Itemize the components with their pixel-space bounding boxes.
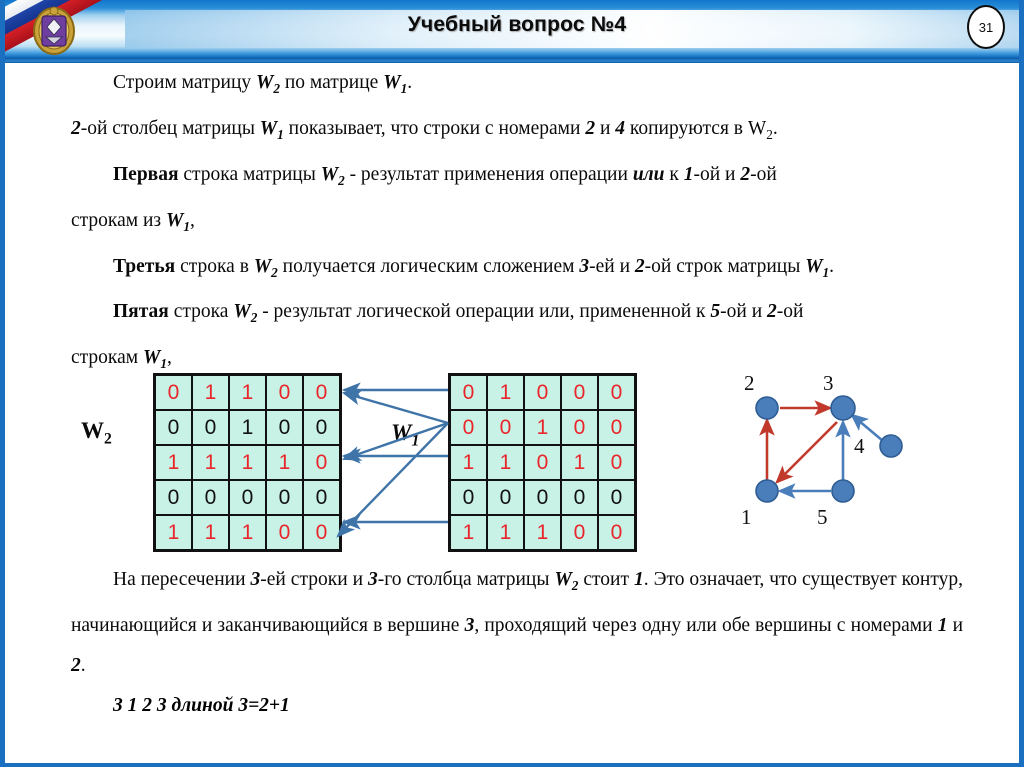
p1-w1-sub: 1 (400, 80, 408, 96)
p6-g: и (947, 614, 963, 636)
cell-W1-r1c5: 0 (599, 376, 634, 409)
p6-e: . Это означает, что существует контур, начинающийся и заканчивающийся в вершине (71, 569, 963, 636)
p6-b: -ей строки и (260, 569, 369, 590)
p5-a: строка (168, 301, 234, 323)
cell-W2-r4c1: 0 (156, 481, 191, 514)
p6-w2: W (554, 569, 572, 590)
p1-w2-sub: 2 (273, 80, 280, 96)
page-number-badge: 31 (967, 5, 1005, 49)
p2-b: показывает, что строки с номерами (283, 117, 586, 139)
p1-prefix: Строим матрицу (113, 72, 257, 93)
p3-w2: W (320, 163, 339, 185)
matrix-w2-grid (153, 373, 342, 552)
paragraph-5 (5, 292, 1024, 338)
p5-e: строкам (71, 347, 143, 369)
graph-node-1 (756, 480, 778, 502)
p6-n1b: 1 (937, 614, 948, 636)
p6-n2: 2 (71, 654, 81, 676)
p2-n2b: 2 (585, 117, 596, 139)
p3-ili: или (632, 163, 665, 185)
p2-n4: 4 (615, 117, 626, 139)
matrix-w2-label (81, 418, 112, 449)
edge-3-to-1 (777, 422, 837, 482)
p3-d: -ой и (693, 163, 741, 185)
graph-node-3 (831, 396, 855, 420)
cell-W1-r3c2: 1 (488, 446, 523, 479)
cell-W2-r3c4: 1 (267, 446, 302, 479)
paragraph-4 (5, 247, 1024, 293)
cell-W1-r2c5: 0 (599, 411, 634, 444)
cell-W2-r2c2: 0 (193, 411, 228, 444)
cell-W2-r3c3: 1 (230, 446, 265, 479)
cell-W2-r2c1: 0 (156, 411, 191, 444)
paragraph-3-cont (5, 201, 1024, 247)
p4-c: -ей и (589, 255, 635, 277)
p6-f: , проходящий через одну или обе вершины с номерами (474, 614, 938, 636)
p3-a: строка матрицы (178, 163, 321, 185)
cell-W2-r5c2: 1 (193, 516, 228, 549)
p3-c: к (664, 163, 684, 185)
p3-f: строкам из (71, 209, 166, 231)
p6-w2-sub: 2 (571, 577, 579, 593)
paragraph-7: 3 1 2 3 длиной 3=2+1 (113, 694, 290, 716)
p6-n1: 1 (633, 569, 644, 590)
cell-W1-r3c5: 0 (599, 446, 634, 479)
cell-W1-r3c1: 1 (451, 446, 486, 479)
cell-W1-r2c3: 1 (525, 411, 560, 444)
p4-w2: W (253, 255, 272, 277)
p4-n2: 2 (634, 255, 645, 277)
p2-e: . (772, 117, 778, 139)
paragraph-1 (5, 63, 1024, 109)
cell-W1-r5c4: 0 (562, 516, 597, 549)
cell-W2-r2c4: 0 (267, 411, 302, 444)
p2-c: и (595, 117, 616, 139)
p2-w2-sub: 2 (766, 126, 773, 142)
p3-w2-sub: 2 (338, 172, 345, 188)
cell-W2-r2c5: 0 (304, 411, 339, 444)
p6-h: . (80, 654, 86, 676)
cell-W1-r5c5: 0 (599, 516, 634, 549)
p5-fifth: Пятая (113, 301, 169, 323)
arrow-w1r2-to-w2r1 (344, 393, 448, 423)
p6-a: На пересечении (113, 569, 251, 590)
arrow-w1r2-to-w2r5 (338, 423, 448, 536)
p2-a: -ой столбец матрицы (80, 117, 260, 139)
p4-w2-sub: 2 (271, 264, 278, 280)
cell-W2-r4c4: 0 (267, 481, 302, 514)
p3-n2: 2 (740, 163, 751, 185)
graph-label-3: 3 (823, 371, 834, 395)
cell-W1-r4c2: 0 (488, 481, 523, 514)
paragraph-6 (5, 560, 1024, 686)
p1-suffix: . (407, 72, 413, 93)
p6-d: стоит (578, 569, 634, 590)
p4-w1-sub: 1 (822, 264, 830, 280)
page-title: Учебный вопрос №4 (407, 13, 627, 36)
p4-a: строка в (175, 255, 254, 277)
p1-w2: W (256, 72, 274, 93)
p5-w1: W (142, 347, 161, 369)
cell-W2-r5c3: 1 (230, 516, 265, 549)
cell-W1-r4c5: 0 (599, 481, 634, 514)
graph-node-4 (880, 435, 902, 457)
cell-W2-r5c5: 0 (304, 516, 339, 549)
p6-n3b: 3 (368, 569, 378, 590)
p4-third: Третья (113, 255, 176, 277)
p2-w2: W (747, 117, 767, 139)
cell-W2-r4c3: 0 (230, 481, 265, 514)
cell-W2-r1c5: 0 (304, 376, 339, 409)
cell-W2-r2c3: 1 (230, 411, 265, 444)
p1-w1: W (383, 72, 401, 93)
cell-W1-r5c1: 1 (451, 516, 486, 549)
p4-e: . (829, 255, 835, 277)
p1-mid: по матрице (280, 72, 384, 93)
p3-b: - результат применения операции (344, 163, 633, 185)
cell-W1-r5c3: 1 (525, 516, 560, 549)
cell-W1-r2c2: 0 (488, 411, 523, 444)
p6-n3: 3 (250, 569, 261, 590)
cell-W1-r1c2: 1 (488, 376, 523, 409)
p3-first: Первая (113, 163, 179, 185)
cell-W2-r4c2: 0 (193, 481, 228, 514)
graph-node-5 (832, 480, 854, 502)
graph-label-5: 5 (817, 505, 828, 529)
graph-node-2 (756, 397, 778, 419)
cell-W2-r3c1: 1 (156, 446, 191, 479)
p4-d: -ой строк матрицы (644, 255, 806, 277)
cell-W1-r1c4: 0 (562, 376, 597, 409)
p2-n2: 2 (71, 117, 81, 139)
p3-w1-sub: 1 (183, 218, 190, 234)
p3-e: -ой (750, 163, 777, 185)
p3-n1: 1 (683, 163, 694, 185)
cell-W2-r1c3: 1 (230, 376, 265, 409)
p5-w1-sub: 1 (160, 356, 167, 372)
p5-n2: 2 (767, 301, 777, 323)
cell-W1-r4c4: 0 (562, 481, 597, 514)
p5-d: -ой (776, 301, 804, 323)
matrix-figure (5, 360, 1024, 555)
bottom-text (5, 560, 1024, 726)
cell-W1-r2c1: 0 (451, 411, 486, 444)
cell-W2-r1c2: 1 (193, 376, 228, 409)
matrix-connector-arrows (330, 360, 455, 555)
arrow-w1r2-to-w2r3 (344, 423, 448, 459)
cell-W1-r2c4: 0 (562, 411, 597, 444)
graph-label-2: 2 (744, 371, 755, 395)
matrix-w1-grid (448, 373, 637, 552)
cell-W2-r3c5: 0 (304, 446, 339, 479)
p4-b: получается логическим сложением (277, 255, 580, 277)
matrix-w1-label-letter: W (391, 420, 412, 445)
cell-W2-r1c1: 0 (156, 376, 191, 409)
p3-w1: W (165, 209, 184, 231)
matrix-w2-label-sub: 2 (104, 430, 112, 448)
p2-w1-sub: 1 (277, 126, 284, 142)
cell-W1-r4c1: 0 (451, 481, 486, 514)
cell-W1-r4c3: 0 (525, 481, 560, 514)
cell-W1-r3c3: 0 (525, 446, 560, 479)
body-text (5, 63, 1024, 384)
p5-b: - результат логической операции или, примененной к (257, 301, 711, 323)
p5-c: -ой и (720, 301, 768, 323)
cell-W1-r3c4: 1 (562, 446, 597, 479)
p2-d: копируются в (625, 117, 748, 139)
cell-W1-r1c3: 0 (525, 376, 560, 409)
cell-W2-r5c1: 1 (156, 516, 191, 549)
paragraph-2 (5, 109, 1024, 155)
p5-f: , (166, 347, 172, 369)
graph-label-4: 4 (854, 434, 865, 458)
p5-w2-sub: 2 (250, 310, 258, 326)
p5-n5: 5 (710, 301, 721, 323)
p6-c: -го столбца матрицы (377, 569, 555, 590)
matrix-w2-label-letter: W (81, 418, 104, 443)
cell-W2-r5c4: 0 (267, 516, 302, 549)
paragraph-3 (5, 155, 1024, 201)
cell-W2-r3c2: 1 (193, 446, 228, 479)
p2-w1: W (259, 117, 278, 139)
p6-n3c: 3 (464, 614, 475, 636)
matrix-w1-label-sub: 1 (411, 432, 420, 450)
cell-W1-r1c1: 0 (451, 376, 486, 409)
p5-w2: W (233, 301, 251, 323)
p4-w1: W (805, 255, 823, 277)
p3-g: , (189, 209, 195, 231)
slide-header (5, 0, 1024, 58)
cell-W1-r5c2: 1 (488, 516, 523, 549)
graph-label-1: 1 (741, 505, 752, 529)
cell-W2-r4c5: 0 (304, 481, 339, 514)
cell-W2-r1c4: 0 (267, 376, 302, 409)
p4-n3: 3 (579, 255, 590, 277)
